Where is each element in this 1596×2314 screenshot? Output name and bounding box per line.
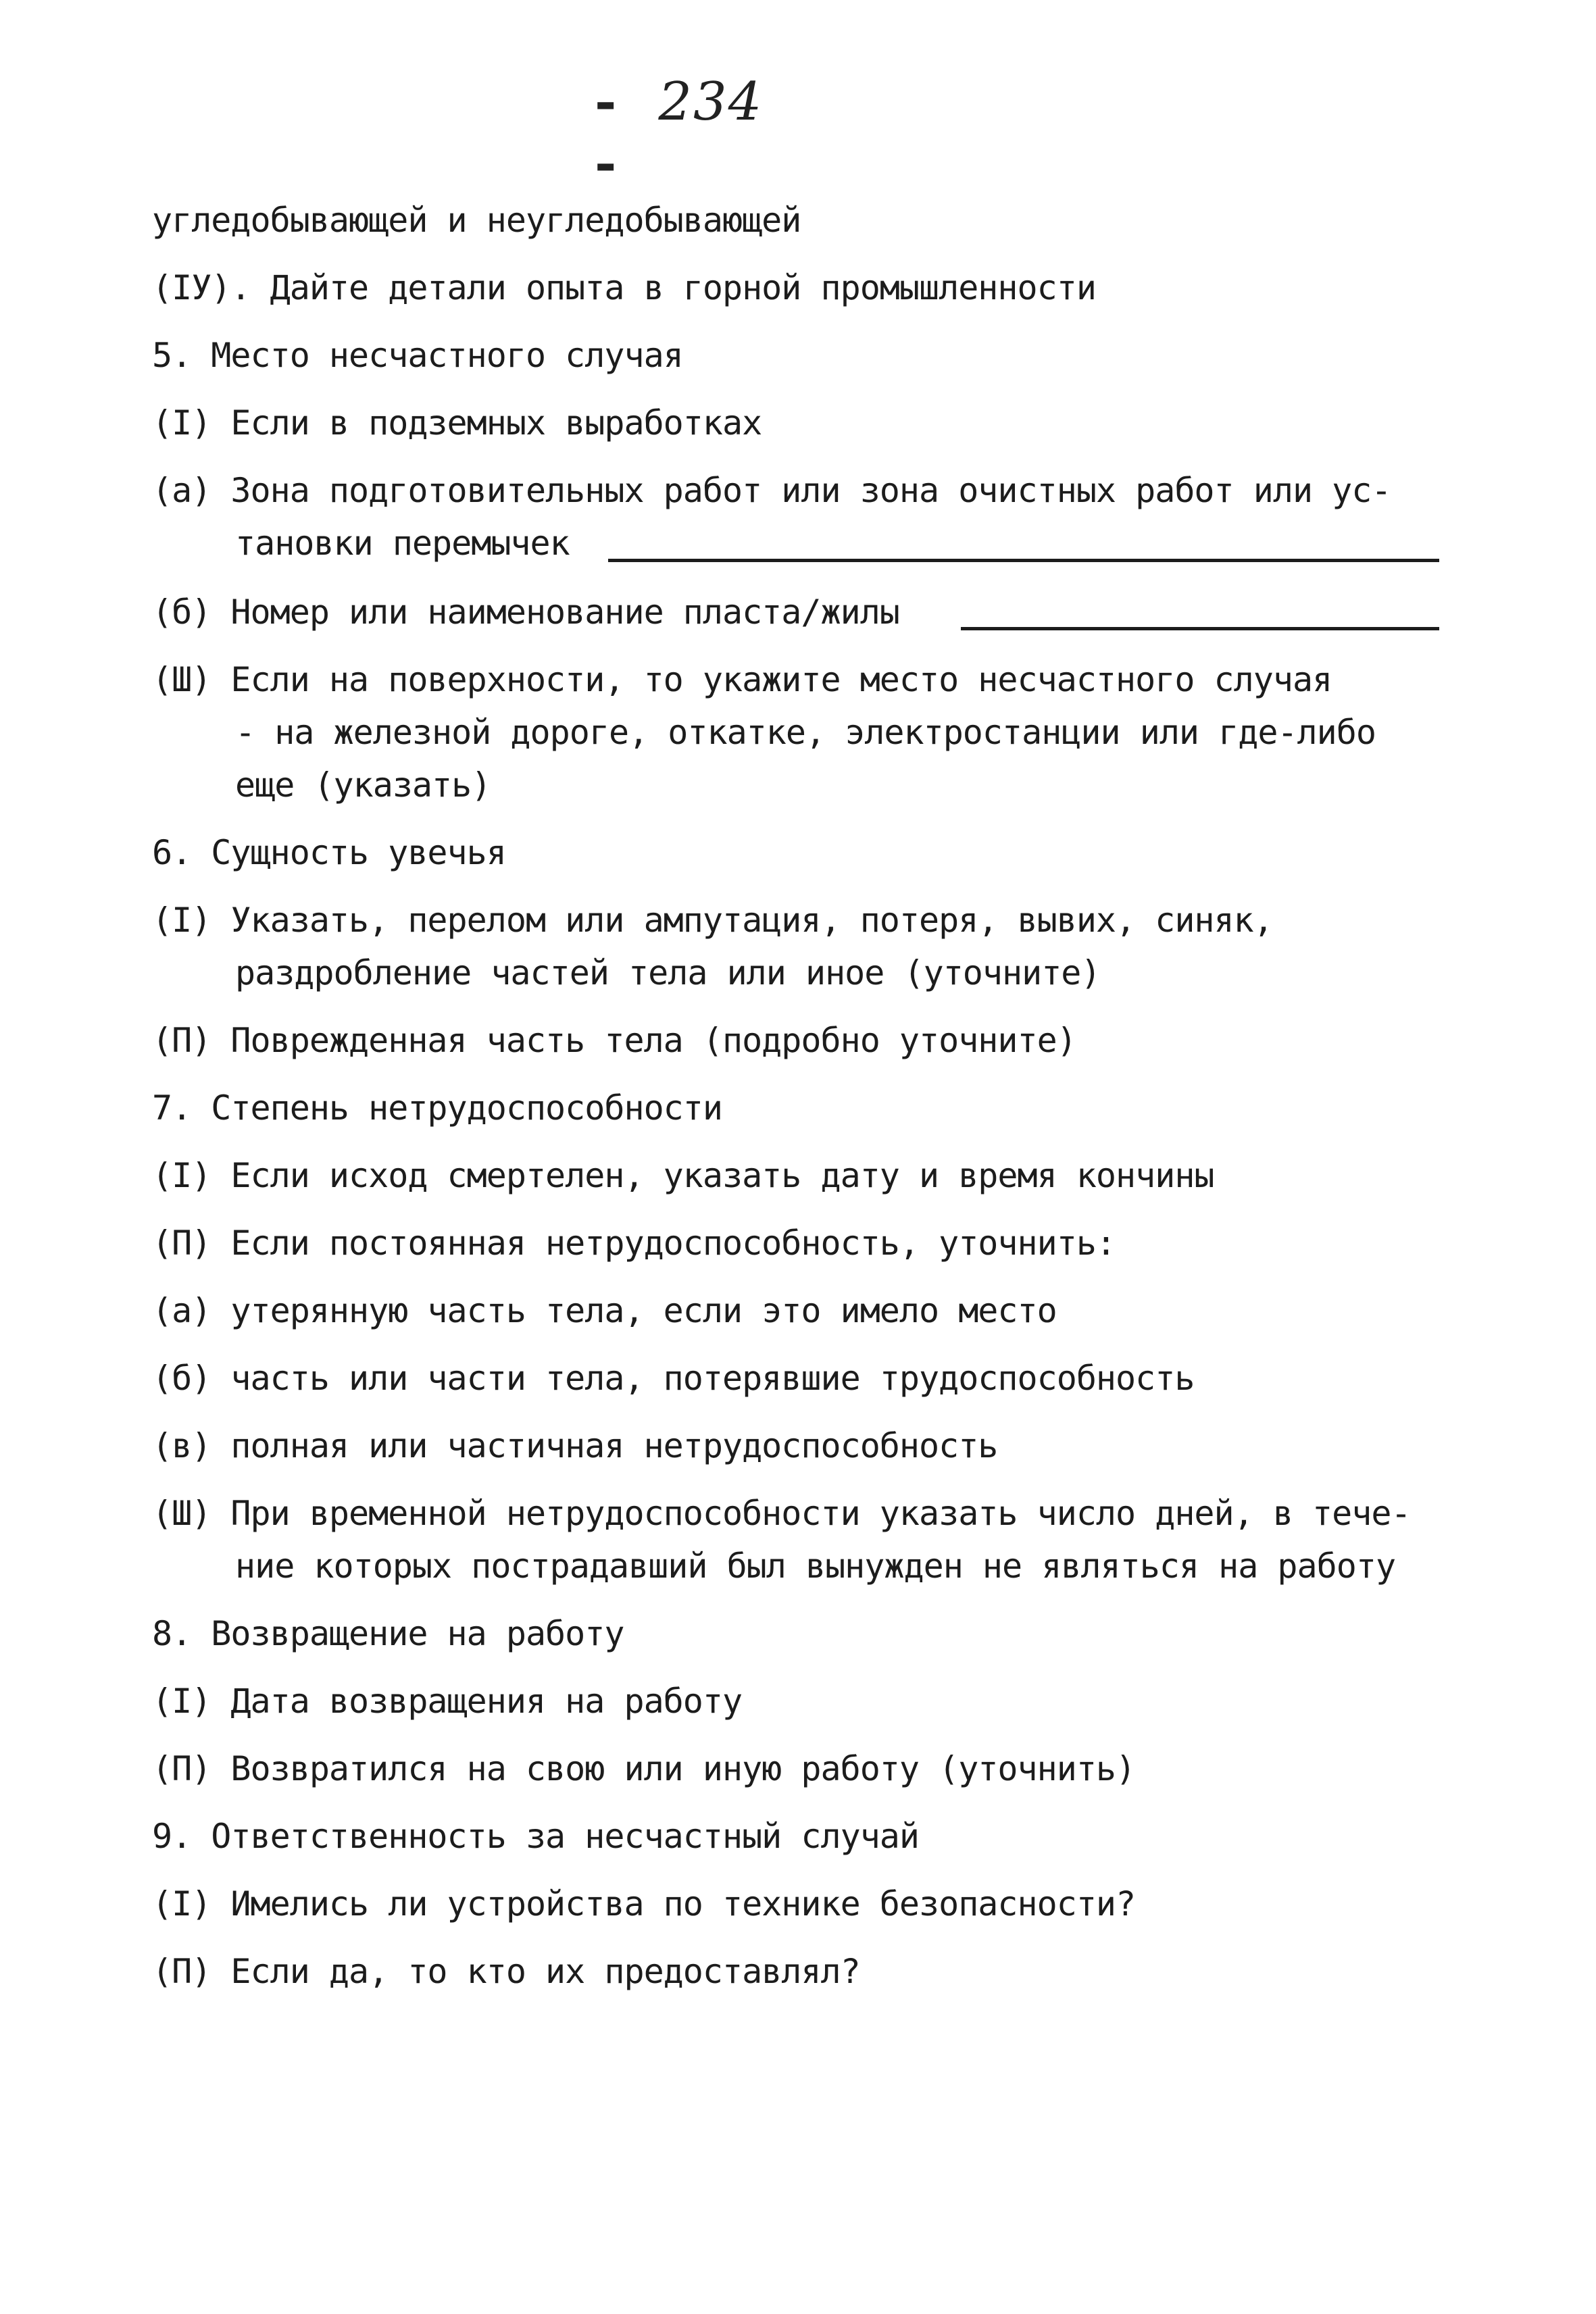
- section-heading: 7. Степень нетрудоспособности: [152, 1088, 722, 1128]
- text-line: (б) часть или части тела, потерявшие трудоспособность: [152, 1359, 1195, 1398]
- text-line: (П) Возвратился на свою или иную работу (уточнить): [152, 1749, 1136, 1788]
- section-heading: 6. Сущность увечья: [152, 833, 506, 872]
- text-line: угледобывающей и неугледобывающей: [152, 201, 801, 240]
- text-line: (I) Дата возвращения на работу: [152, 1682, 743, 1721]
- page-number-value: 234: [658, 72, 764, 132]
- section-heading: 8. Возвращение на работу: [152, 1614, 624, 1653]
- page-number: - 234-: [595, 71, 764, 194]
- text-line: раздробление частей тела или иное (уточните): [235, 953, 1101, 992]
- text-line: (а) Зона подготовительных работ или зона очистных работ или ус-: [152, 471, 1391, 510]
- text-line: (I) Если исход смертелен, указать дату и время кончины: [152, 1156, 1214, 1195]
- text-line: (в) полная или частичная нетрудоспособность: [152, 1426, 998, 1465]
- text-line: (П) Если да, то кто их предоставлял?: [152, 1952, 860, 1991]
- text-line: (I) Если в подземных выработках: [152, 403, 762, 443]
- text-line: ние которых пострадавший был вынужден не являться на работу: [235, 1546, 1396, 1586]
- text-line: (б) Номер или наименование пласта/жилы: [152, 593, 899, 632]
- text-line: (Ш) При временной нетрудоспособности указать число дней, в тече-: [152, 1494, 1411, 1533]
- fill-in-line[interactable]: [961, 627, 1439, 630]
- text-line: - на железной дороге, откатке, электростанции или где-либо: [235, 713, 1376, 752]
- text-line: (Ш) Если на поверхности, то укажите место несчастного случая: [152, 660, 1332, 699]
- text-line: еще (указать): [235, 765, 491, 805]
- text-line: (IУ). Дайте детали опыта в горной промышленности: [152, 268, 1096, 307]
- text-line: (I) Указать, перелом или ампутация, потеря, вывих, синяк,: [152, 901, 1273, 940]
- section-heading: 5. Место несчастного случая: [152, 336, 683, 375]
- text-line: (П) Если постоянная нетрудоспособность, уточнить:: [152, 1224, 1116, 1263]
- text-line: (I) Имелись ли устройства по технике безопасности?: [152, 1884, 1136, 1923]
- text-line: (а) утерянную часть тела, если это имело место: [152, 1291, 1057, 1330]
- section-heading: 9. Ответственность за несчастный случай: [152, 1817, 919, 1856]
- text-line: тановки перемычек: [235, 524, 570, 563]
- fill-in-line[interactable]: [608, 559, 1439, 562]
- text-line: (П) Поврежденная часть тела (подробно уточните): [152, 1021, 1076, 1060]
